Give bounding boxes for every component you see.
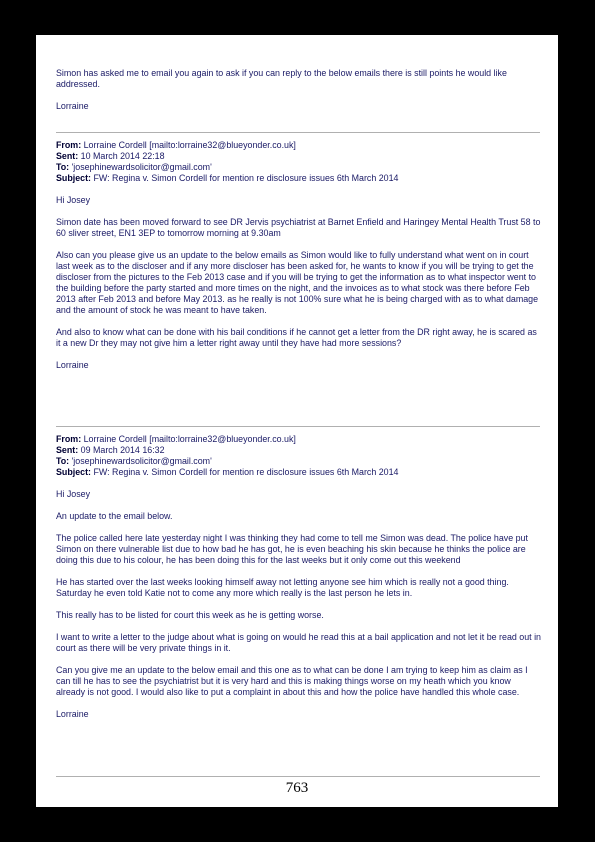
email-1-to: To: 'josephinewardsolicitor@gmail.com'	[56, 162, 212, 172]
email-2	[56, 434, 542, 731]
email-1-paragraph: Also can you please give us an update to the below emails as Simon would like to fully understand what went on in court last week as to the discloser and if any more discloser has been asked for, he wants to know if you will be trying to get the discloser from the pictures to the Feb 2013 case and if you will be trying to get the information as to what inspector went to the building before the party started and more times on the night, and the invoices as to what stock was there before Feb 2013 after Feb 2013 and before May 2013. as he really is not 100% sure what he is being charged with as to what damage and the amount of stock he was meant to have taken.	[56, 250, 539, 315]
email-2-signature: Lorraine	[56, 709, 89, 719]
email-2-greeting: Hi Josey	[56, 489, 91, 499]
email-1-subject: Subject: FW: Regina v. Simon Cordell for mention re disclosure issues 6th March 2014	[56, 173, 399, 183]
email-2-paragraph: The police called here late yesterday night I was thinking they had come to tell me Simon was dead. The police have put Simon on there vulnerable list due to how bad he has got, he is even beaching his skin because he thinks the police are doing this due to his colour, he has been doing this for the last weeks but it only come out this weekend	[56, 533, 528, 565]
intro-message: Simon has asked me to email you again to ask if you can reply to the below emails there is still points he would like addressed.	[56, 68, 507, 89]
email-2-paragraph: Can you give me an update to the below email and this one as to what can be done I am trying to keep him as claim as I can till he has to see the psychiatrist but it is very hard and this is making things worse on my heath which you know already is not good. I would also like to put a complaint in about this and how the police have handled this whole case.	[56, 665, 528, 697]
email-2-from: From: Lorraine Cordell [mailto:lorraine32@blueyonder.co.uk]	[56, 434, 296, 444]
email-1-paragraph: Simon date has been moved forward to see DR Jervis psychiatrist at Barnet Enfield and Haringey Mental Health Trust 58 to 60 sliver street, EN1 3EP to tomorrow morning at 9.30am	[56, 217, 541, 238]
intro-signature: Lorraine	[56, 101, 89, 111]
email-2-paragraph: This really has to be listed for court this week as he is getting worse.	[56, 610, 324, 620]
email-1-signature: Lorraine	[56, 360, 89, 370]
email-1-from: From: Lorraine Cordell [mailto:lorraine32@blueyonder.co.uk]	[56, 140, 296, 150]
page-number: 763	[285, 780, 309, 796]
email-2-paragraph: I want to write a letter to the judge about what is going on would he read this at a bail application and not let it be read out in court as there will be very private things in it.	[56, 632, 541, 653]
document-page	[36, 35, 558, 807]
email-2-paragraph: An update to the email below.	[56, 511, 173, 521]
email-1-sent: Sent: 10 March 2014 22:18	[56, 151, 165, 161]
intro-section	[56, 68, 542, 123]
email-1-greeting: Hi Josey	[56, 195, 91, 205]
separator-rule	[56, 132, 540, 133]
email-2-subject: Subject: FW: Regina v. Simon Cordell for mention re disclosure issues 6th March 2014	[56, 467, 399, 477]
email-1-paragraph: And also to know what can be done with his bail conditions if he cannot get a letter from the DR right away, he is scared as it a new Dr they may not give him a letter right away until they have had more sessions?	[56, 327, 537, 348]
email-2-sent: Sent: 09 March 2014 16:32	[56, 445, 165, 455]
email-2-paragraph: He has started over the last weeks looking himself away not letting anyone see him which is really not a good thing. Saturday he even told Katie not to come any more which really is the last person he lets in.	[56, 577, 509, 598]
separator-rule	[56, 776, 540, 777]
separator-rule	[56, 426, 540, 427]
email-2-to: To: 'josephinewardsolicitor@gmail.com'	[56, 456, 212, 466]
email-1	[56, 140, 542, 382]
